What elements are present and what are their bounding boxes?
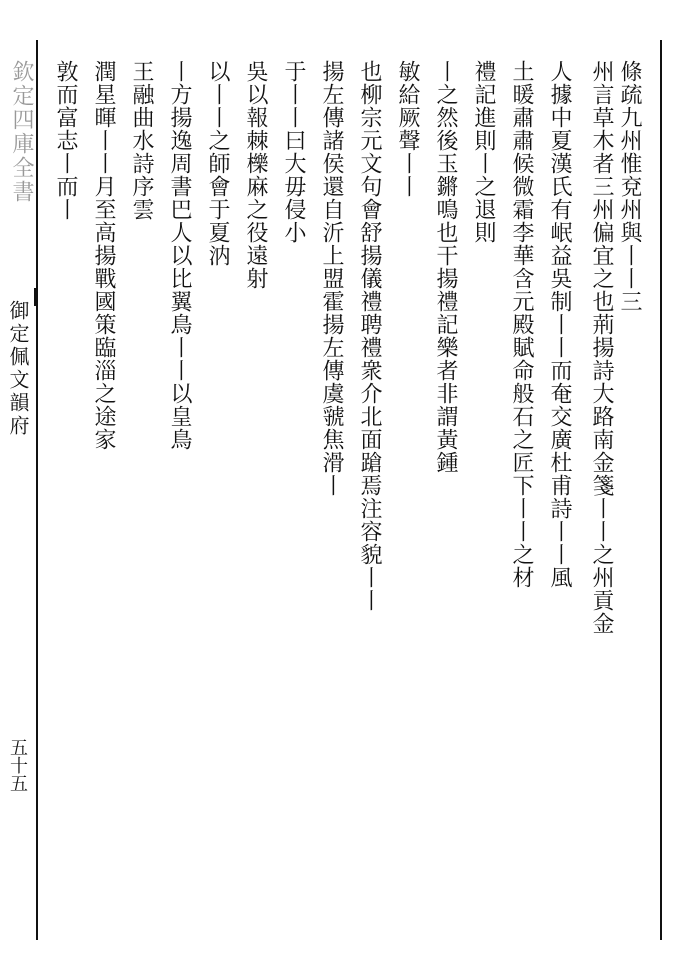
right-border <box>660 40 662 940</box>
text-column: 潤星暉丨丨月至高揚戰國策臨淄之途家 <box>91 60 116 451</box>
text-column: 丨之然後玉鏘鳴也干揚禮記樂者非謂黃鍾 <box>433 60 458 474</box>
text-column: 也柳宗元文句會舒揚儀禮聘禮衆介北面蹌焉注容貌丨丨 <box>357 60 382 612</box>
text-column: 敏給厥聲丨丨 <box>395 60 420 198</box>
text-column: 于丨丨曰大毋侵小 <box>281 60 306 244</box>
book-title: 御定佩文韻府 <box>6 300 30 438</box>
text-column: 州言草木者三州偏宜之也荊揚詩大路南金箋丨丨之州貢金 <box>589 60 614 635</box>
page-number: 五十五 <box>7 738 28 792</box>
text-column: 土暖肅肅候微霜李華含元殿賦命般石之匠下丨丨之材 <box>509 60 534 589</box>
text-column: 吳以報棘櫟麻之役遠射 <box>243 60 268 290</box>
text-column: 禮記進則丨之退則 <box>471 60 496 244</box>
text-column: 揚左傳諸侯還自沂上盟霍揚左傳虞虢焦滑丨 <box>319 60 344 497</box>
text-column: 敦而富志丨而丨 <box>53 60 78 221</box>
text-column: 以丨丨之師會于夏汭 <box>205 60 230 267</box>
faded-heading: 欽定四庫全書 <box>9 60 34 204</box>
text-column: 人據中夏漢氏有岷益吳制丨丨而奄交廣杜甫詩丨丨風 <box>547 60 572 589</box>
left-border <box>36 40 38 940</box>
text-column: 條疏九州惟兗州與丨丨三 <box>617 60 642 313</box>
text-column: 王融曲水詩序雲 <box>129 60 154 221</box>
text-column: 丨方揚逸周書巴人以比翼鳥丨丨以皇鳥 <box>167 60 192 451</box>
